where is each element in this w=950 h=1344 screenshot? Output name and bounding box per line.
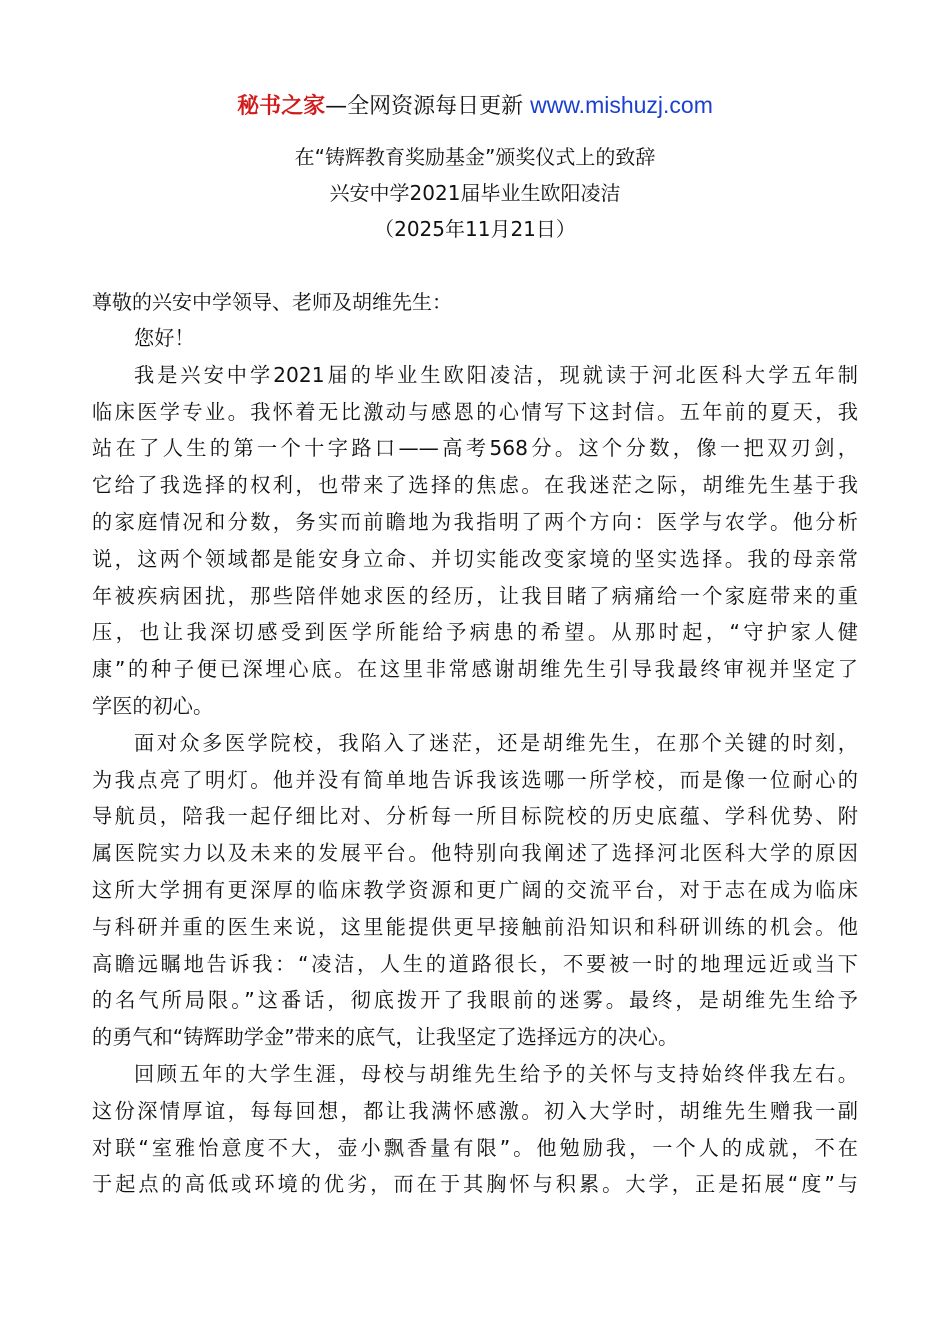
paragraph-university-years <box>92 1056 858 1203</box>
paragraph-introduction <box>92 357 858 725</box>
paragraph-line: 压，也让我深切感受到医学所能给予病患的希望。从那时起，“守护家人健 <box>92 620 858 645</box>
paragraph-line: 于起点的高低或环境的优劣，而在于其胸怀与积累。大学，正是拓展“度”与 <box>92 1172 858 1197</box>
paragraph-line: 面对众多医学院校，我陷入了迷茫，还是胡维先生，在那个关键的时刻， <box>134 730 858 755</box>
paragraph-line: 这所大学拥有更深厚的临床教学资源和更广阔的交流平台，对于志在成为临床 <box>92 877 858 902</box>
paragraph-line: 与科研并重的医生来说，这里能提供更早接触前沿知识和科研训练的机会。他 <box>92 914 858 939</box>
site-url-link[interactable]: www.mishuzj.com <box>530 92 713 118</box>
paragraph-line: 这份深情厚谊，每每回想，都让我满怀感激。初入大学时，胡维先生赠我一副 <box>92 1098 858 1123</box>
paragraph-line: 说，这两个领域都是能安身立命、并切实能改变家境的坚实选择。我的母亲常 <box>92 546 858 571</box>
paragraph-line: 康”的种子便已深埋心底。在这里非常感谢胡维先生引导我最终审视并坚定了 <box>92 657 858 682</box>
speech-body <box>92 320 858 1203</box>
paragraph-line: 临床医学专业。我怀着无比激动与感恩的心情写下这封信。五年前的夏天，我 <box>92 399 858 424</box>
paragraph-line: 站在了人生的第一个十字路口——高考568分。这个分数，像一把双刃剑， <box>92 436 858 461</box>
paragraph-line: 的名气所局限。”这番话，彻底拨开了我眼前的迷雾。最终，是胡维先生给予 <box>92 988 858 1013</box>
paragraph-line: 的勇气和“铸辉助学金”带来的底气，让我坚定了选择远方的决心。 <box>92 1025 679 1050</box>
paragraph-line: 您好！ <box>134 326 195 350</box>
paragraph-line: 导航员，陪我一起仔细比对、分析每一所目标院校的历史底蕴、学科优势、附 <box>92 804 858 829</box>
paragraph-line: 它给了我选择的权利，也带来了选择的焦虑。在我迷茫之际，胡维先生基于我 <box>92 473 858 498</box>
paragraph-line: 属医院实力以及未来的发展平台。他特别向我阐述了选择河北医科大学的原因 <box>92 841 858 866</box>
paragraph-line: 高瞻远瞩地告诉我：“凌洁，人生的道路很长，不要被一时的地理远近或当下 <box>92 951 858 976</box>
paragraph-line: 我是兴安中学2021届的毕业生欧阳凌洁，现就读于河北医科大学五年制 <box>134 362 858 387</box>
paragraph-line: 的家庭情况和分数，务实而前瞻地为我指明了两个方向：医学与农学。他分析 <box>92 509 858 534</box>
paragraph-greeting <box>92 320 858 357</box>
paragraph-line: 为我点亮了明灯。他并没有简单地告诉我该选哪一所学校，而是像一位耐心的 <box>92 767 858 792</box>
paragraph-line: 年被疾病困扰，那些陪伴她求医的经历，让我目睹了病痛给一个家庭带来的重 <box>92 583 858 608</box>
site-tagline: —全网资源每日更新 <box>325 94 531 119</box>
paragraph-line: 学医的初心。 <box>92 693 214 718</box>
speaker-line: 兴安中学2021届毕业生欧阳凌洁 <box>329 181 621 205</box>
speech-date: （2025年11月21日） <box>374 217 576 241</box>
paragraph-line: 回顾五年的大学生涯，母校与胡维先生给予的关怀与支持始终伴我左右。 <box>134 1061 858 1086</box>
paragraph-school-choice <box>92 725 858 1056</box>
paragraph-line: 对联“室雅怡意度不大，壶小飘香量有限”。他勉励我，一个人的成就，不在 <box>92 1135 858 1160</box>
brand-name: 秘书之家 <box>237 94 326 119</box>
site-header <box>0 88 950 124</box>
speech-title-block <box>0 139 950 247</box>
speech-title: 在“铸辉教育奖励基金”颁奖仪式上的致辞 <box>294 145 656 169</box>
salutation: 尊敬的兴安中学领导、老师及胡维先生： <box>92 290 452 314</box>
